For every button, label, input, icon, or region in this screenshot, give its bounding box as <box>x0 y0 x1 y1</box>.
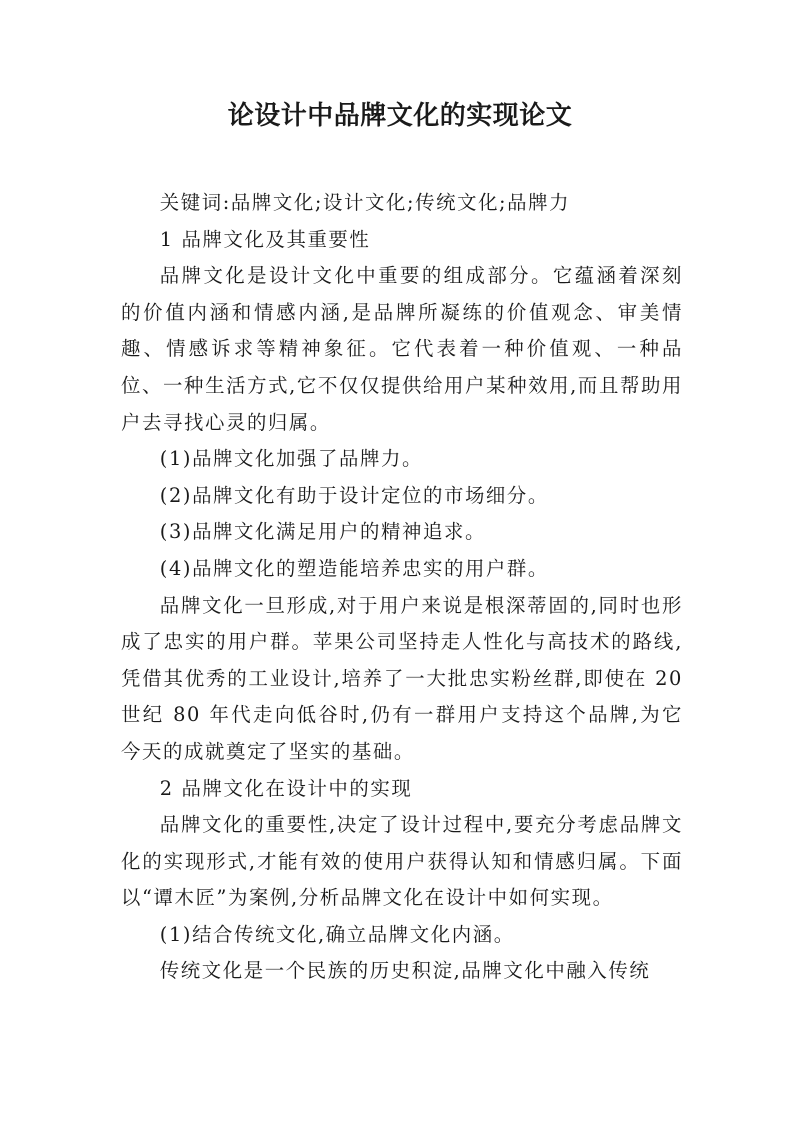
list-item: (2)品牌文化有助于设计定位的市场细分。 <box>159 483 549 507</box>
paragraph: 品牌文化一旦形成,对于用户来说是根深蒂固的,同时也形成了忠实的用户群。苹果公司坚持走人性化与高技术的路线,凭借其优秀的工业设计,培养了一大批忠实粉丝群,即使在 20 世纪 80 年代走向低谷时,仍有一群用户支持这个品牌,为它今天的成就奠定了坚实的基础。 <box>121 593 683 763</box>
list-item: (4)品牌文化的塑造能培养忠实的用户群。 <box>159 556 549 580</box>
list-item: (1)品牌文化加强了品牌力。 <box>159 447 423 471</box>
section-heading-1: 1 品牌文化及其重要性 <box>159 227 371 251</box>
paragraph: 品牌文化是设计文化中重要的组成部分。它蕴涵着深刻的价值内涵和情感内涵,是品牌所凝练的价值观念、审美情趣、情感诉求等精神象征。它代表着一种价值观、一种品位、一种生活方式,它不仅仅提供给用户某种效用,而且帮助用户去寻找心灵的归属。 <box>121 264 683 434</box>
document-body <box>121 185 683 990</box>
paragraph: 传统文化是一个民族的历史积淀,品牌文化中融入传统 <box>159 959 651 983</box>
keywords-line: 关键词:品牌文化;设计文化;传统文化;品牌力 <box>159 191 571 214</box>
paragraph: 品牌文化的重要性,决定了设计过程中,要充分考虑品牌文化的实现形式,才能有效的使用户获得认知和情感归属。下面以“谭木匠”为案例,分析品牌文化在设计中如何实现。 <box>121 813 683 910</box>
list-item: (1)结合传统文化,确立品牌文化内涵。 <box>159 922 515 946</box>
list-item: (3)品牌文化满足用户的精神追求。 <box>159 520 486 544</box>
section-heading-2: 2 品牌文化在设计中的实现 <box>159 776 413 800</box>
document-title: 论设计中品牌文化的实现论文 <box>227 101 573 131</box>
